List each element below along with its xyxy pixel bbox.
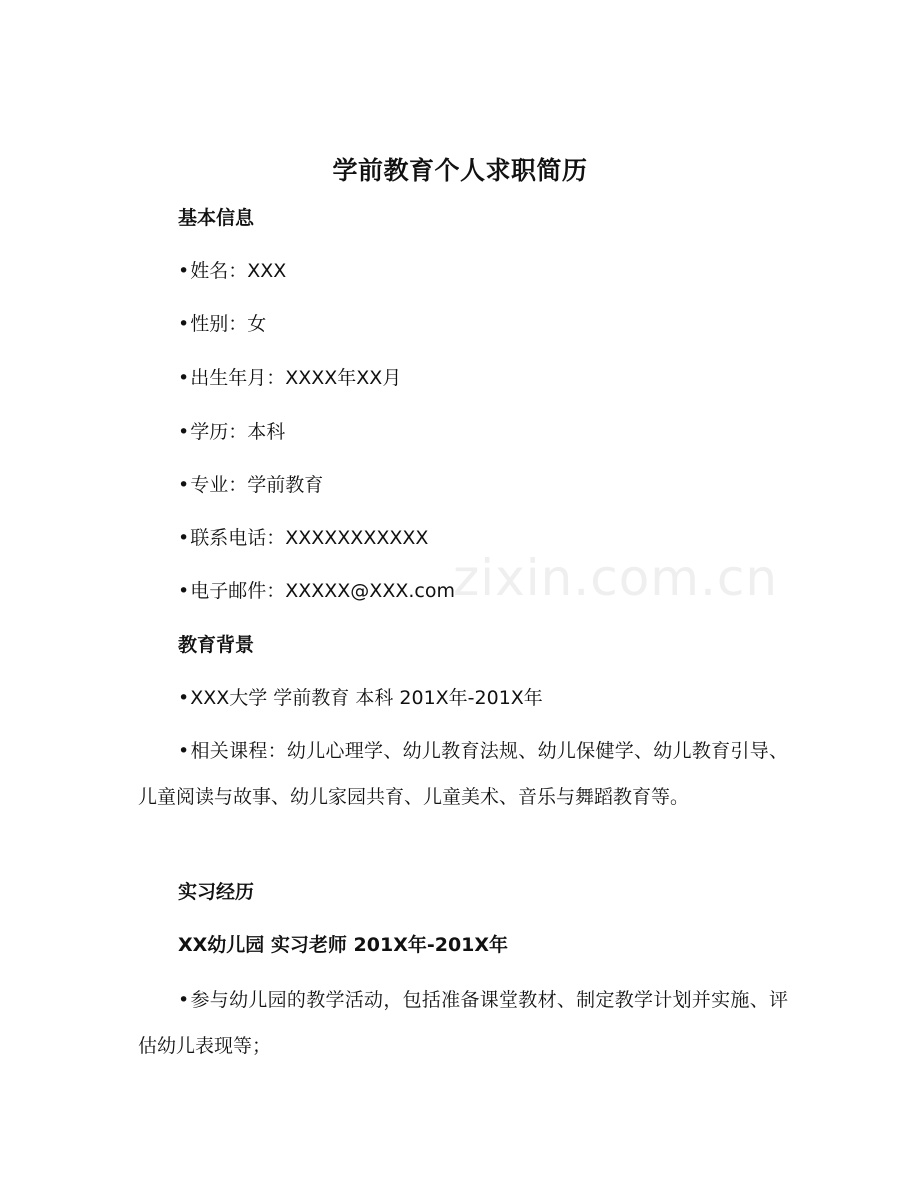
education-item-school bbox=[178, 683, 543, 713]
section-heading-education: 教育背景 bbox=[178, 634, 255, 656]
info-item-birth bbox=[178, 363, 401, 393]
bullet: • bbox=[178, 474, 190, 496]
watermark: zixin.com.cn bbox=[453, 549, 779, 607]
education-item-courses bbox=[138, 728, 788, 820]
bullet: • bbox=[178, 580, 190, 602]
info-item-name bbox=[178, 256, 286, 286]
info-item-text: 性别：女 bbox=[190, 313, 267, 335]
info-item-text: 专业：学前教育 bbox=[190, 474, 324, 496]
section-heading-internship: 实习经历 bbox=[178, 881, 255, 903]
bullet: • bbox=[178, 367, 190, 389]
internship-subheading: XX幼儿园 实习老师 201X年-201X年 bbox=[178, 934, 509, 956]
info-item-gender bbox=[178, 309, 266, 339]
education-item-text: XXX大学 学前教育 本科 201X年-201X年 bbox=[190, 687, 543, 709]
info-item-phone bbox=[178, 523, 428, 553]
bullet: • bbox=[178, 421, 190, 443]
info-item-degree bbox=[178, 417, 285, 447]
education-item-text: 相关课程：幼儿心理学、幼儿教育法规、幼儿保健学、幼儿教育引导、儿童阅读与故事、幼儿家园共育、儿童美术、音乐与舞蹈教育等。 bbox=[138, 740, 788, 808]
info-item-text: 联系电话：XXXXXXXXXXX bbox=[190, 527, 429, 549]
section-heading-basic-info: 基本信息 bbox=[178, 207, 255, 229]
info-item-text: 学历：本科 bbox=[190, 421, 286, 443]
info-item-major bbox=[178, 470, 323, 500]
bullet: • bbox=[178, 989, 190, 1011]
bullet: • bbox=[178, 313, 190, 335]
info-item-text: 出生年月：XXXX年XX月 bbox=[190, 367, 402, 389]
info-item-text: 电子邮件：XXXXX@XXX.com bbox=[190, 580, 455, 602]
internship-item-text: 参与幼儿园的教学活动，包括准备课堂教材、制定教学计划并实施、评估幼儿表现等； bbox=[138, 989, 788, 1057]
document-title: 学前教育个人求职简历 bbox=[332, 156, 588, 185]
internship-item-duties bbox=[138, 977, 788, 1069]
bullet: • bbox=[178, 740, 190, 762]
bullet: • bbox=[178, 260, 190, 282]
bullet: • bbox=[178, 527, 190, 549]
info-item-text: 姓名：XXX bbox=[190, 260, 287, 282]
bullet: • bbox=[178, 687, 190, 709]
info-item-email bbox=[178, 576, 455, 606]
